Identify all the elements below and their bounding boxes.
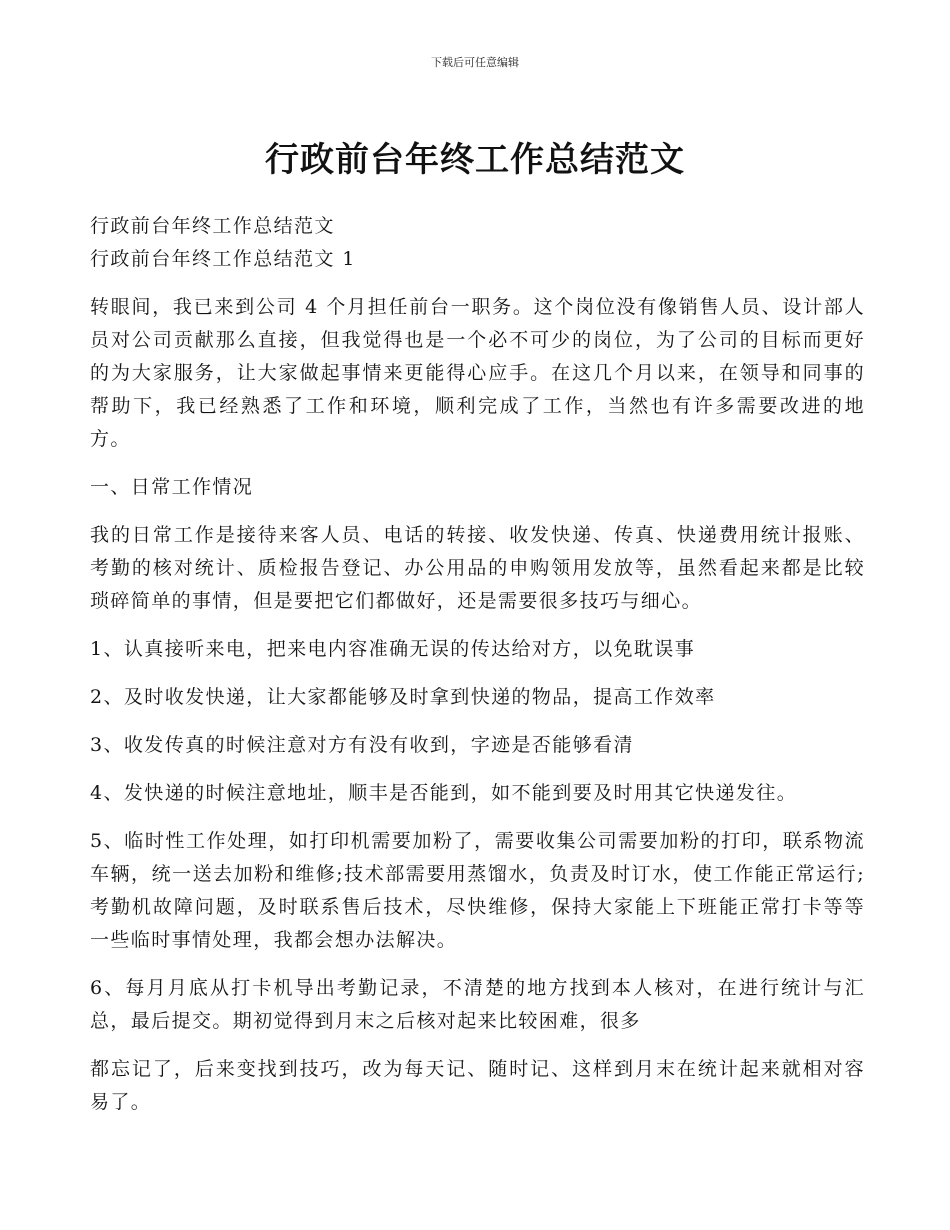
subtitle-line: 行政前台年终工作总结范文 bbox=[90, 215, 335, 237]
subtitle-line: 行政前台年终工作总结范文 1 bbox=[90, 248, 356, 270]
list-item: 1、认真接听来电，把来电内容准确无误的传达给对方，以免耽误事 bbox=[90, 638, 696, 660]
list-item: 3、收发传真的时候注意对方有没有收到，字迹是否能够看清 bbox=[90, 734, 634, 756]
document-title: 行政前台年终工作总结范文 bbox=[265, 140, 685, 180]
paragraph-intro: 转眼间，我已来到公司 4 个月担任前台一职务。这个岗位没有像销售人员、设计部人员对公司贡献那么直接，但我觉得也是一个必不可少的岗位，为了公司的目标而更好的为大家服务，让大家做起事情来更能得心应手。在这几个月以来，在领导和同事的帮助下，我已经熟悉了工作和环境，顺利完成了工作，当然也有许多需要改进的地方。 bbox=[90, 296, 865, 450]
list-item: 5、临时性工作处理，如打印机需要加粉了，需要收集公司需要加粉的打印，联系物流车辆，统一送去加粉和维修;技术部需要用蒸馏水，负责及时订水，使工作能正常运行;考勤机故障问题，及时联系售后技术，尽快维修，保持大家能上下班能正常打卡等等一些临时事情处理，我都会想办法解决。 bbox=[90, 830, 865, 951]
paragraph: 都忘记了，后来变找到技巧，改为每天记、随时记、这样到月末在统计起来就相对容易了。 bbox=[90, 1058, 865, 1113]
paragraph: 我的日常工作是接待来客人员、电话的转接、收发快递、传真、快递费用统计报账、考勤的核对统计、质检报告登记、办公用品的申购领用发放等，虽然看起来都是比较琐碎简单的事情，但是要把它们都做好，还是需要很多技巧与细心。 bbox=[90, 524, 865, 612]
list-item: 4、发快递的时候注意地址，顺丰是否能到，如不能到要及时用其它快递发往。 bbox=[90, 782, 798, 804]
list-item: 2、及时收发快递，让大家都能够及时拿到快递的物品，提高工作效率 bbox=[90, 686, 716, 708]
list-item: 6、每月月底从打卡机导出考勤记录，不清楚的地方找到本人核对，在进行统计与汇总，最后提交。期初觉得到月末之后核对起来比较困难，很多 bbox=[90, 977, 865, 1032]
document-body bbox=[90, 210, 865, 1119]
header-note: 下载后可任意编辑 bbox=[431, 56, 519, 69]
section-heading: 一、日常工作情况 bbox=[90, 476, 254, 498]
